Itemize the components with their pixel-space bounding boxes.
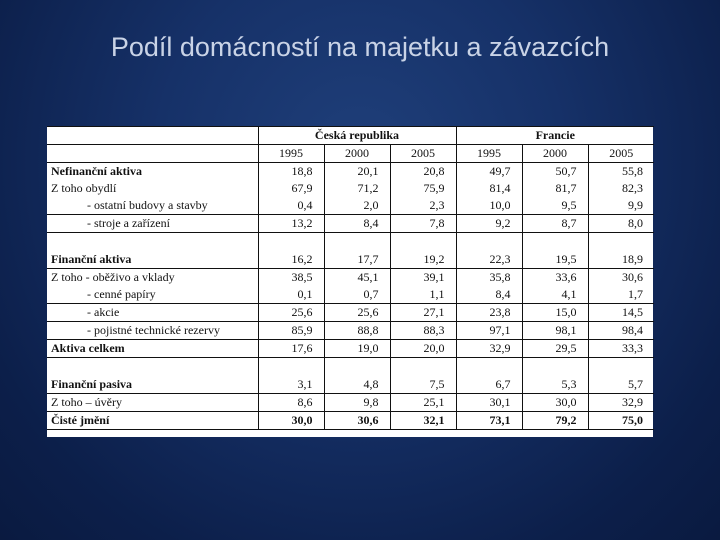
table-cell: 75,0 (588, 412, 654, 430)
year-corner (47, 145, 258, 163)
group-header-fr: Francie (456, 127, 654, 145)
table-cell: 30,0 (522, 394, 588, 412)
table-cell: 9,5 (522, 197, 588, 215)
table-cell: 79,2 (522, 412, 588, 430)
spacer-cell (324, 358, 390, 377)
table-cell: 16,2 (258, 251, 324, 269)
table-cell: 30,6 (324, 412, 390, 430)
table-cell: 97,1 (456, 322, 522, 340)
year-header: 1995 (258, 145, 324, 163)
row-label: Finanční pasiva (47, 376, 258, 394)
table-row (47, 286, 654, 304)
table-cell: 9,9 (588, 197, 654, 215)
table-cell: 4,1 (522, 286, 588, 304)
table-cell: 38,5 (258, 269, 324, 287)
table-cell: 25,1 (390, 394, 456, 412)
table-cell: 8,0 (588, 215, 654, 233)
year-header: 2000 (324, 145, 390, 163)
spacer-cell (390, 233, 456, 252)
table-cell: 30,6 (588, 269, 654, 287)
table-cell: 49,7 (456, 163, 522, 181)
table-cell: 30,1 (456, 394, 522, 412)
table-cell: 81,4 (456, 180, 522, 197)
table-row (47, 215, 654, 233)
row-label: Nefinanční aktiva (47, 163, 258, 181)
table-cell: 20,8 (390, 163, 456, 181)
table-cell: 8,4 (456, 286, 522, 304)
table-cell: 1,7 (588, 286, 654, 304)
table-cell: 5,3 (522, 376, 588, 394)
table-cell: 30,0 (258, 412, 324, 430)
table-cell: 17,6 (258, 340, 324, 358)
table-cell: 50,7 (522, 163, 588, 181)
row-label: Čisté jmění (47, 412, 258, 430)
table-cell: 27,1 (390, 304, 456, 322)
data-table-sheet (47, 126, 653, 437)
table-row (47, 322, 654, 340)
table-cell: 9,8 (324, 394, 390, 412)
table-cell: 8,4 (324, 215, 390, 233)
table-cell: 19,5 (522, 251, 588, 269)
table-cell: 19,2 (390, 251, 456, 269)
row-label: - pojistné technické rezervy (47, 322, 258, 340)
row-label: - cenné papíry (47, 286, 258, 304)
table-row (47, 304, 654, 322)
row-label: - stroje a zařízení (47, 215, 258, 233)
table-cell: 85,9 (258, 322, 324, 340)
table-cell: 71,2 (324, 180, 390, 197)
table-row (47, 269, 654, 287)
year-header: 1995 (456, 145, 522, 163)
group-header-cz: Česká republika (258, 127, 456, 145)
table-row (47, 412, 654, 430)
table-cell: 25,6 (258, 304, 324, 322)
table-row (47, 163, 654, 181)
row-label: Finanční aktiva (47, 251, 258, 269)
table-cell: 8,7 (522, 215, 588, 233)
table-cell: 15,0 (522, 304, 588, 322)
spacer-cell (456, 233, 522, 252)
header-corner (47, 127, 258, 145)
table-cell: 22,3 (456, 251, 522, 269)
year-header: 2000 (522, 145, 588, 163)
table-cell: 14,5 (588, 304, 654, 322)
table-cell: 39,1 (390, 269, 456, 287)
spacer-cell (522, 233, 588, 252)
table-row (47, 197, 654, 215)
row-label: Z toho obydlí (51, 181, 117, 195)
table-cell: 23,8 (456, 304, 522, 322)
table-cell: 75,9 (390, 180, 456, 197)
spacer-cell (588, 358, 654, 377)
table-cell: 81,7 (522, 180, 588, 197)
year-header: 2005 (390, 145, 456, 163)
table-cell: 67,9 (258, 180, 324, 197)
table-cell: 33,3 (588, 340, 654, 358)
row-label: Z toho - oběživo a vklady (51, 270, 175, 284)
table-cell: 33,6 (522, 269, 588, 287)
spacer-cell (324, 233, 390, 252)
spacer-cell (522, 358, 588, 377)
table-cell: 98,4 (588, 322, 654, 340)
spacer-cell (258, 233, 324, 252)
row-label: - akcie (47, 304, 258, 322)
table-cell: 19,0 (324, 340, 390, 358)
table-cell: 45,1 (324, 269, 390, 287)
table-cell: 88,3 (390, 322, 456, 340)
year-header: 2005 (588, 145, 654, 163)
spacer-cell (47, 358, 258, 377)
row-label: Aktiva celkem (47, 340, 258, 358)
table-cell: 1,1 (390, 286, 456, 304)
table-cell: 2,3 (390, 197, 456, 215)
table-cell: 88,8 (324, 322, 390, 340)
table-cell: 7,5 (390, 376, 456, 394)
table-cell: 82,3 (588, 180, 654, 197)
table-cell: 18,9 (588, 251, 654, 269)
table-row (47, 394, 654, 412)
table-cell: 2,0 (324, 197, 390, 215)
spacer-cell (390, 358, 456, 377)
slide-title: Podíl domácností na majetku a závazcích (110, 32, 610, 62)
table-cell: 10,0 (456, 197, 522, 215)
table-cell: 6,7 (456, 376, 522, 394)
table-cell: 5,7 (588, 376, 654, 394)
table-cell: 0,4 (258, 197, 324, 215)
table-cell: 8,6 (258, 394, 324, 412)
table-cell: 17,7 (324, 251, 390, 269)
table-row (47, 340, 654, 358)
table-cell: 98,1 (522, 322, 588, 340)
table-cell: 29,5 (522, 340, 588, 358)
table-row (47, 376, 654, 394)
row-label: Z toho – úvěry (47, 394, 258, 412)
table-row (47, 180, 654, 197)
table-cell: 20,0 (390, 340, 456, 358)
table-cell: 55,8 (588, 163, 654, 181)
table-cell: 7,8 (390, 215, 456, 233)
table-cell: 73,1 (456, 412, 522, 430)
table-cell: 18,8 (258, 163, 324, 181)
table-cell: 32,9 (588, 394, 654, 412)
table-cell: 9,2 (456, 215, 522, 233)
data-table (47, 126, 654, 430)
table-cell: 32,1 (390, 412, 456, 430)
table-cell: 32,9 (456, 340, 522, 358)
table-cell: 13,2 (258, 215, 324, 233)
spacer-cell (258, 358, 324, 377)
table-cell: 0,7 (324, 286, 390, 304)
table-cell: 20,1 (324, 163, 390, 181)
table-cell: 35,8 (456, 269, 522, 287)
table-cell: 25,6 (324, 304, 390, 322)
spacer-cell (588, 233, 654, 252)
table-row (47, 251, 654, 269)
table-cell: 4,8 (324, 376, 390, 394)
row-label: - ostatní budovy a stavby (47, 197, 258, 215)
spacer-cell (456, 358, 522, 377)
table-cell: 3,1 (258, 376, 324, 394)
table-cell: 0,1 (258, 286, 324, 304)
spacer-cell (47, 233, 258, 252)
